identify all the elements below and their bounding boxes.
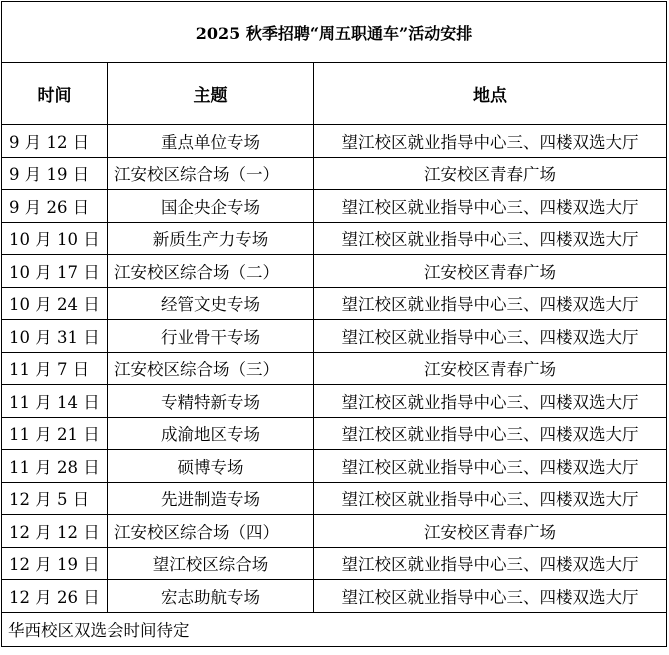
table-row — [2, 287, 667, 320]
topic-cell: 江安校区综合场（四） — [108, 515, 314, 548]
schedule-rows — [2, 125, 667, 613]
date-cell: 12 月 26 日 — [2, 580, 108, 613]
table-row — [2, 580, 667, 613]
location-cell: 望江校区就业指导中心三、四楼双选大厅 — [314, 450, 667, 483]
location-cell: 望江校区就业指导中心三、四楼双选大厅 — [314, 190, 667, 223]
topic-cell: 先进制造专场 — [108, 482, 314, 515]
topic-cell: 宏志助航专场 — [108, 580, 314, 613]
table-row — [2, 125, 667, 158]
header-row — [2, 63, 667, 125]
table-row — [2, 352, 667, 385]
schedule-table — [1, 1, 667, 647]
date-cell: 10 月 17 日 — [2, 255, 108, 288]
date-cell: 11 月 28 日 — [2, 450, 108, 483]
table-row — [2, 482, 667, 515]
topic-cell: 江安校区综合场（二） — [108, 255, 314, 288]
topic-cell: 江安校区综合场（一） — [108, 157, 314, 190]
date-cell: 12 月 5 日 — [2, 482, 108, 515]
date-cell: 10 月 24 日 — [2, 287, 108, 320]
table-row — [2, 547, 667, 580]
table-row — [2, 385, 667, 418]
header-time: 时间 — [2, 63, 108, 125]
location-cell: 望江校区就业指导中心三、四楼双选大厅 — [314, 580, 667, 613]
table-row — [2, 417, 667, 450]
date-cell: 10 月 10 日 — [2, 222, 108, 255]
location-cell: 望江校区就业指导中心三、四楼双选大厅 — [314, 482, 667, 515]
table-row — [2, 255, 667, 288]
topic-cell: 望江校区综合场 — [108, 547, 314, 580]
date-cell: 10 月 31 日 — [2, 320, 108, 353]
topic-cell: 新质生产力专场 — [108, 222, 314, 255]
location-cell: 江安校区青春广场 — [314, 157, 667, 190]
table-row — [2, 320, 667, 353]
topic-cell: 国企央企专场 — [108, 190, 314, 223]
table-row — [2, 222, 667, 255]
date-cell: 9 月 19 日 — [2, 157, 108, 190]
table-row — [2, 190, 667, 223]
table-title: 2025 秋季招聘“周五职通车”活动安排 — [2, 2, 667, 63]
date-cell: 12 月 12 日 — [2, 515, 108, 548]
topic-cell: 重点单位专场 — [108, 125, 314, 158]
table-row — [2, 450, 667, 483]
date-cell: 11 月 7 日 — [2, 352, 108, 385]
location-cell: 望江校区就业指导中心三、四楼双选大厅 — [314, 287, 667, 320]
table-row — [2, 157, 667, 190]
topic-cell: 硕博专场 — [108, 450, 314, 483]
topic-cell: 成渝地区专场 — [108, 417, 314, 450]
header-topic: 主题 — [108, 63, 314, 125]
location-cell: 江安校区青春广场 — [314, 352, 667, 385]
table-row — [2, 515, 667, 548]
date-cell: 11 月 14 日 — [2, 385, 108, 418]
location-cell: 望江校区就业指导中心三、四楼双选大厅 — [314, 385, 667, 418]
location-cell: 望江校区就业指导中心三、四楼双选大厅 — [314, 547, 667, 580]
date-cell: 9 月 26 日 — [2, 190, 108, 223]
location-cell: 望江校区就业指导中心三、四楼双选大厅 — [314, 417, 667, 450]
location-cell: 江安校区青春广场 — [314, 255, 667, 288]
date-cell: 11 月 21 日 — [2, 417, 108, 450]
topic-cell: 经管文史专场 — [108, 287, 314, 320]
location-cell: 望江校区就业指导中心三、四楼双选大厅 — [314, 125, 667, 158]
topic-cell: 江安校区综合场（三） — [108, 352, 314, 385]
date-cell: 9 月 12 日 — [2, 125, 108, 158]
location-cell: 望江校区就业指导中心三、四楼双选大厅 — [314, 222, 667, 255]
topic-cell: 专精特新专场 — [108, 385, 314, 418]
date-cell: 12 月 19 日 — [2, 547, 108, 580]
header-location: 地点 — [314, 63, 667, 125]
topic-cell: 行业骨干专场 — [108, 320, 314, 353]
footnote: 华西校区双选会时间待定 — [2, 612, 667, 646]
location-cell: 望江校区就业指导中心三、四楼双选大厅 — [314, 320, 667, 353]
location-cell: 江安校区青春广场 — [314, 515, 667, 548]
